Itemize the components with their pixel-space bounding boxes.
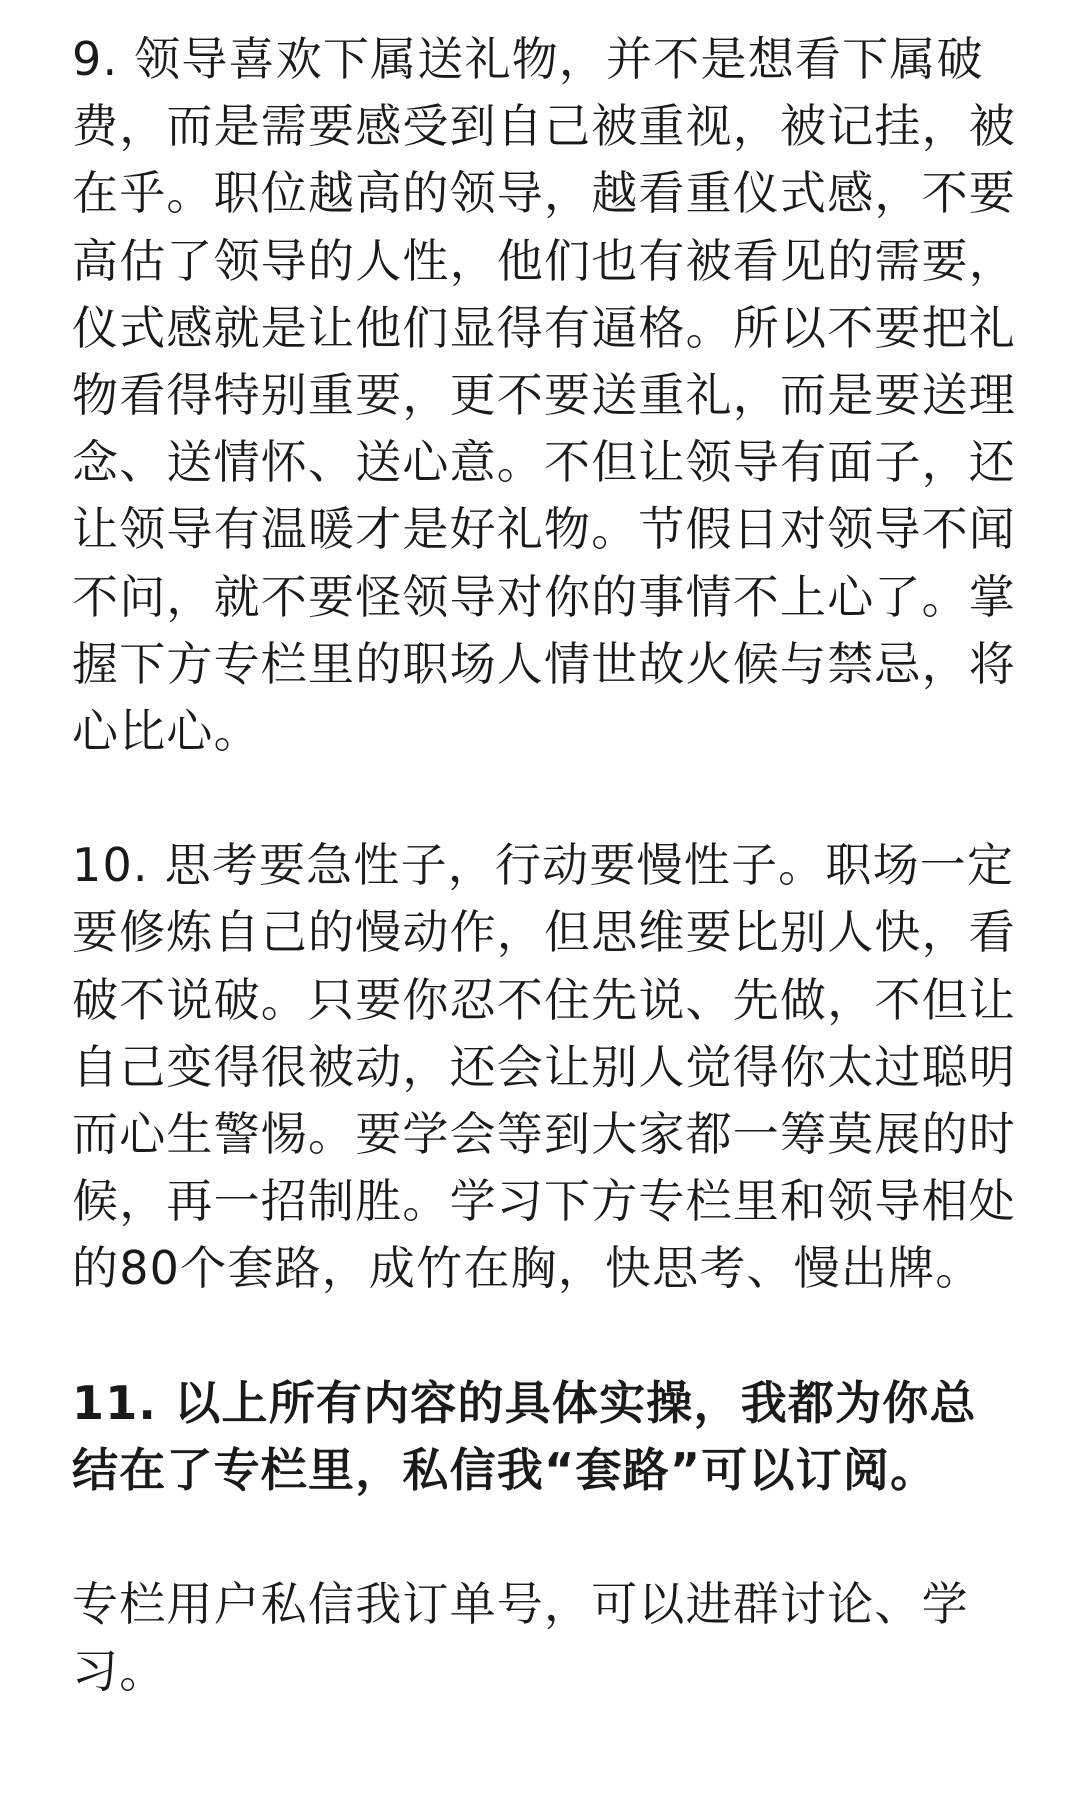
- paragraph-12: 专栏用户私信我订单号，可以进群讨论、学习。: [72, 1577, 969, 1699]
- paragraph-9: 9. 领导喜欢下属送礼物，并不是想看下属破费，而是需要感受到自己被重视，被记挂，被在乎。职位越高的领导，越看重仪式感，不要高估了领导的人性，他们也有被看见的需要，仪式感就是让他们显得有逼格。所以不要把礼物看得特别重要，更不要送重礼，而是要送理念、送情怀、送心意。不但让领导有面子，还让领导有温暖才是好礼物。节假日对领导不闻不问，就不要怪领导对你的事情不上心了。掌握下方专栏里的职场人情世故火候与禁忌，将心比心。: [72, 32, 1016, 759]
- paragraph-10: 10. 思考要急性子，行动要慢性子。职场一定要修炼自己的慢动作，但思维要比别人快，看破不说破。只要你忍不住先说、先做，不但让自己变得很被动，还会让别人觉得你太过聪明而心生警惕。要学会等到大家都一筹莫展的时候，再一招制胜。学习下方专栏里和领导相处的80个套路，成竹在胸，快思考、慢出牌。: [72, 838, 1016, 1296]
- article-body: [72, 26, 1016, 1705]
- paragraph-11-bold: 11. 以上所有内容的具体实操，我都为你总结在了专栏里，私信我“套路”可以订阅。: [72, 1375, 977, 1497]
